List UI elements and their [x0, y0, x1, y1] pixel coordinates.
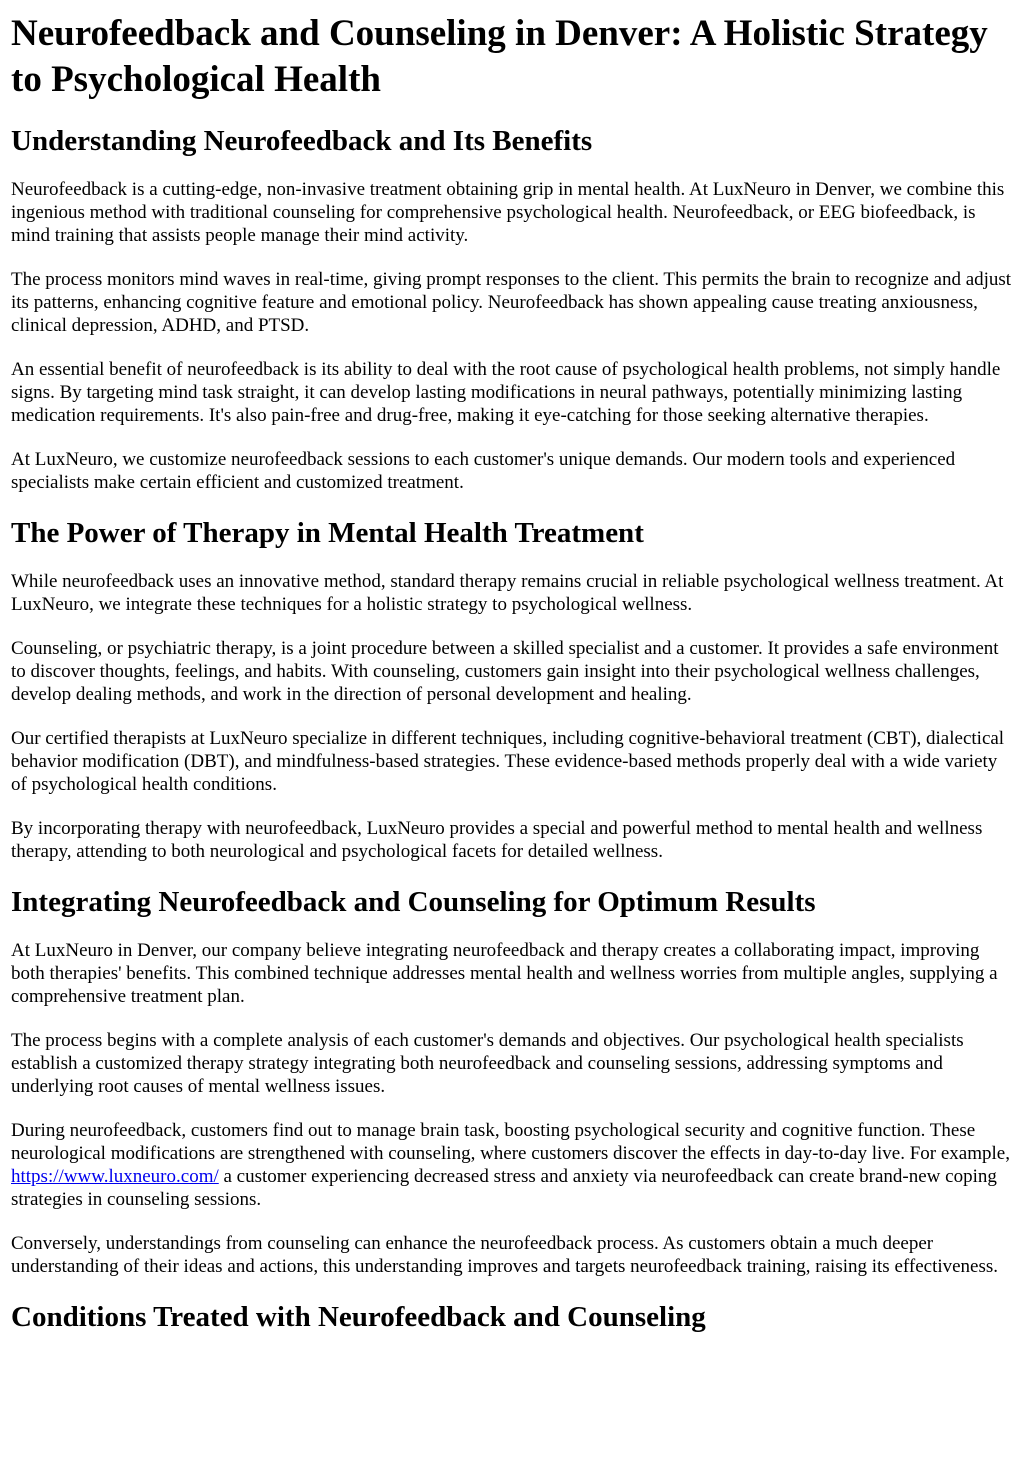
paragraph: At LuxNeuro, we customize neurofeedback sessions to each customer's unique demands. Our modern tools and experienced specialists make certain efficient and customized treatment.	[11, 449, 956, 493]
paragraph: The process monitors mind waves in real-time, giving prompt responses to the client. This permits the brain to recognize and adjust its patterns, enhancing cognitive feature and emotional policy. Neurofeedback has shown appealing cause treating anxiousness, clinical depression, ADHD, and PTSD.	[11, 269, 1012, 336]
paragraph-text-before-link: During neurofeedback, customers find out to manage brain task, boosting psychological security and cognitive function. These neurological modifications are strengthened with counseling, where customers discover the effects in day-to-day live. For example,	[11, 1120, 1010, 1164]
paragraph: The process begins with a complete analysis of each customer's demands and objectives. Our psychological health specialists establish a customized therapy strategy integrating both neurofeedback and counseling sessions, addressing symptoms and underlying root causes of mental wellness issues.	[11, 1030, 964, 1097]
paragraph: Counseling, or psychiatric therapy, is a joint procedure between a skilled specialist and a customer. It provides a safe environment to discover thoughts, feelings, and habits. With counseling, customers gain insight into their psychological wellness challenges, develop dealing methods, and work in the direction of personal development and healing.	[11, 638, 999, 705]
paragraph: At LuxNeuro in Denver, our company believe integrating neurofeedback and therapy creates a collaborating impact, improving both therapies' benefits. This combined technique addresses mental health and wellness worries from multiple angles, supplying a comprehensive treatment plan.	[11, 940, 998, 1007]
paragraph: Conversely, understandings from counseling can enhance the neurofeedback process. As customers obtain a much deeper understanding of their ideas and actions, this understanding improves and targets neurofeedback training, raising its effectiveness.	[11, 1233, 999, 1277]
article	[0, 11, 1024, 1334]
section-heading-neurofeedback-benefits: Understanding Neurofeedback and Its Benefits	[11, 125, 593, 157]
paragraph: By incorporating therapy with neurofeedback, LuxNeuro provides a special and powerful method to mental health and wellness therapy, attending to both neurological and psychological facets for detailed wellness.	[11, 818, 983, 862]
paragraph: An essential benefit of neurofeedback is its ability to deal with the root cause of psychological health problems, not simply handle signs. By targeting mind task straight, it can develop lasting modifications in neural pathways, potentially minimizing lasting medication requirements. It's also pain-free and drug-free, making it eye-catching for those seeking alternative therapies.	[11, 359, 1001, 426]
paragraph-text-after-link: a customer experiencing decreased stress and anxiety via neurofeedback can create brand-new coping strategies in counseling sessions.	[11, 1166, 997, 1210]
paragraph: Neurofeedback is a cutting-edge, non-invasive treatment obtaining grip in mental health. At LuxNeuro in Denver, we combine this ingenious method with traditional counseling for comprehensive psychological health. Neurofeedback, or EEG biofeedback, is mind training that assists people manage their mind activity.	[11, 179, 1005, 246]
paragraph-with-link	[11, 1119, 1016, 1211]
section-heading-conditions: Conditions Treated with Neurofeedback and Counseling	[11, 1301, 706, 1333]
paragraph: While neurofeedback uses an innovative method, standard therapy remains crucial in reliable psychological wellness treatment. At LuxNeuro, we integrate these techniques for a holistic strategy to psychological wellness.	[11, 571, 1004, 615]
page-title: Neurofeedback and Counseling in Denver: A Holistic Strategy to Psychological Health	[11, 13, 988, 100]
section-heading-integrating: Integrating Neurofeedback and Counseling for Optimum Results	[11, 886, 816, 918]
paragraph: Our certified therapists at LuxNeuro specialize in different techniques, including cognitive-behavioral treatment (CBT), dialectical behavior modification (DBT), and mindfulness-based strategies. These evidence-based methods properly deal with a wide variety of psychological health conditions.	[11, 728, 1005, 795]
section-heading-therapy-power: The Power of Therapy in Mental Health Treatment	[11, 517, 644, 549]
luxneuro-link[interactable]: https://www.luxneuro.com/	[11, 1166, 219, 1187]
